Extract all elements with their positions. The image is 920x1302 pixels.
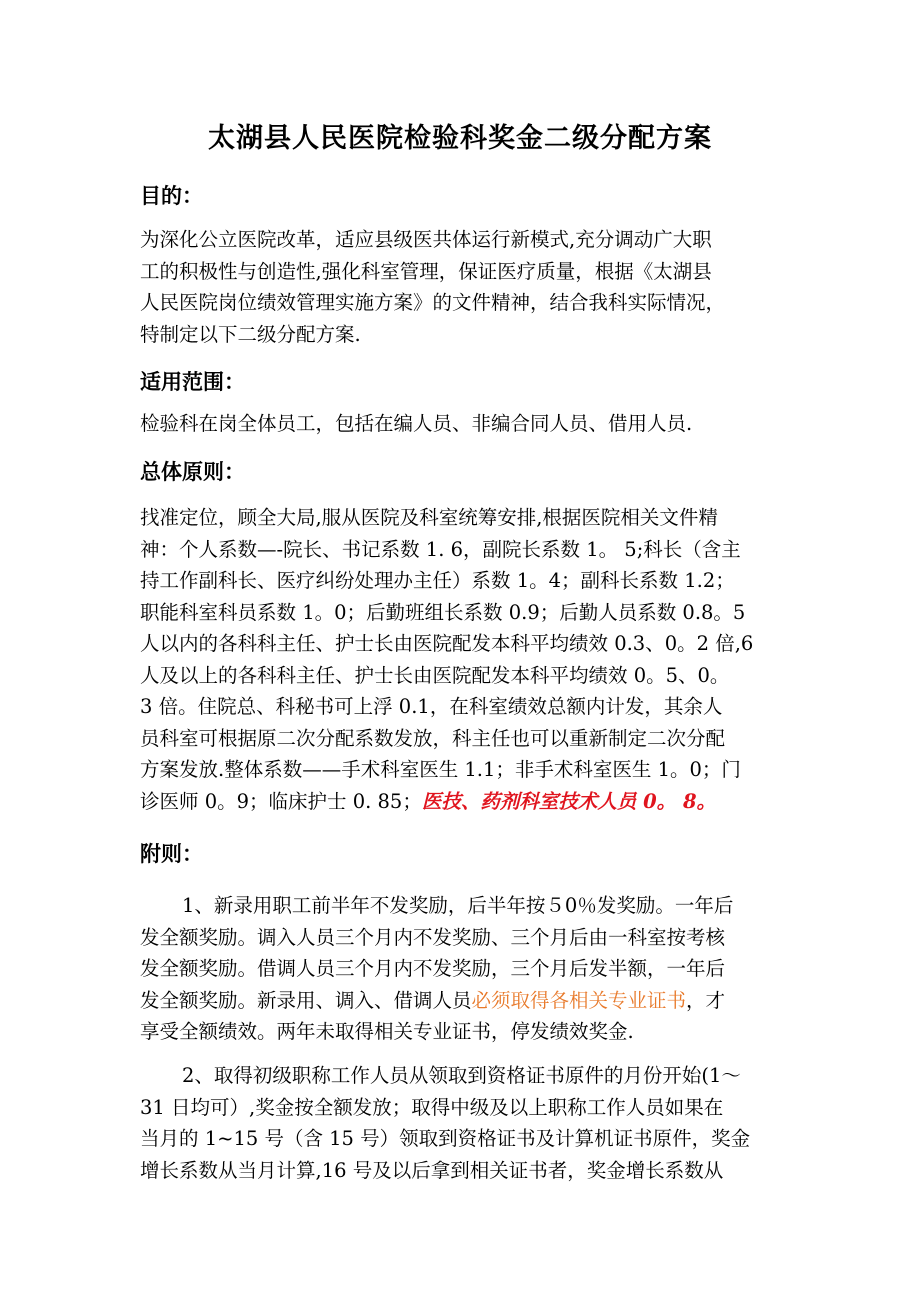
appendix-heading: 附则：: [140, 842, 203, 866]
scope-paragraph: [140, 408, 786, 440]
principle-line: 找准定位，顾全大局,服从医院及科室统筹安排,根据医院相关文件精: [140, 506, 718, 529]
principle-line: 神：个人系数—-院长、书记系数 1. 6，副院长系数 1。 5;科长（含主: [140, 537, 741, 561]
purpose-heading: 目的：: [140, 184, 203, 208]
principle-line: 职能科室科员系数 1。0；后勤班组长系数 0.9；后勤人员系数 0.8。5: [140, 600, 746, 624]
purpose-line: 特制定以下二级分配方案.: [140, 322, 361, 346]
appendix-item-1: [140, 890, 786, 1048]
scope-line: 检验科在岗全体员工，包括在编人员、非编合同人员、借用人员.: [140, 412, 693, 435]
principle-line: 方案发放.整体系数——手术科室医生 1.1；非手术科室医生 1。0；门: [140, 758, 741, 781]
appendix-item-2-line: 2、取得初级职称工作人员从领取到资格证书原件的月份开始(1～: [182, 1064, 741, 1087]
document-title: 太湖县人民医院检验科奖金二级分配方案: [208, 123, 712, 154]
principle-line: 人及以上的各科科主任、护士长由医院配发本科平均绩效 0。5、0。: [140, 663, 730, 687]
appendix-item-1-line: 享受全额绩效。两年未取得相关专业证书，停发绩效奖金.: [140, 1020, 634, 1043]
principle-highlight-red: 医技、药剂科室技术人员 0。 8。: [421, 789, 717, 813]
scope-heading: 适用范围：: [140, 370, 245, 394]
principle-line: 人以内的各科科主任、护士长由医院配发本科平均绩效 0.3、0。2 倍,6: [140, 632, 754, 655]
principle-paragraph: [140, 502, 786, 817]
appendix-item-2-line: 31 日均可）,奖金按全额发放；取得中级及以上职称工作人员如果在: [140, 1095, 724, 1119]
appendix-item-1-text-b: ，才: [686, 988, 726, 1012]
appendix-item-1-line: 发全额奖励。调入人员三个月内不发奖励、三个月后由一科室按考核: [140, 925, 726, 949]
principle-last-line: [140, 786, 786, 818]
appendix-item-1-line: 1、新录用职工前半年不发奖励，后半年按５0％发奖励。一年后: [182, 894, 734, 917]
appendix-item-1-text-a: 发全额奖励。新录用、调入、借调人员: [140, 988, 472, 1012]
principle-line: 员科室可根据原二次分配系数发放，科主任也可以重新制定二次分配: [140, 726, 726, 750]
purpose-paragraph: [140, 224, 786, 350]
appendix-item-1-line: 发全额奖励。借调人员三个月内不发奖励，三个月后发半额，一年后: [140, 957, 726, 980]
purpose-line: 工的积极性与创造性,强化科室管理，保证医疗质量，根据《太湖县: [140, 259, 712, 283]
appendix-item-2-line: 增长系数从当月计算,16 号及以后拿到相关证书者，奖金增长系数从: [140, 1158, 724, 1182]
purpose-line: 为深化公立医院改革，适应县级医共体运行新模式,充分调动广大职: [140, 228, 712, 251]
purpose-line: 人民医院岗位绩效管理实施方案》的文件精神，结合我科实际情况，: [140, 291, 726, 314]
appendix-highlight-orange: 必须取得各相关专业证书: [471, 988, 687, 1012]
appendix-item-2-line: 当月的 1~15 号（含 15 号）领取到资格证书及计算机证书原件，奖金: [140, 1127, 751, 1150]
principle-line: 持工作副科长、医疗纠纷处理办主任）系数 1。4；副科长系数 1.2；: [140, 569, 735, 592]
principle-last-plain: 诊医师 0。9；临床护士 0. 85；: [140, 789, 422, 813]
principle-line: 3 倍。住院总、科秘书可上浮 0.1，在科室绩效总额内计发，其余人: [140, 695, 723, 718]
appendix-item-2: [140, 1060, 786, 1186]
appendix-item-1-line-highlight: [140, 985, 786, 1017]
principle-heading: 总体原则：: [140, 460, 245, 484]
